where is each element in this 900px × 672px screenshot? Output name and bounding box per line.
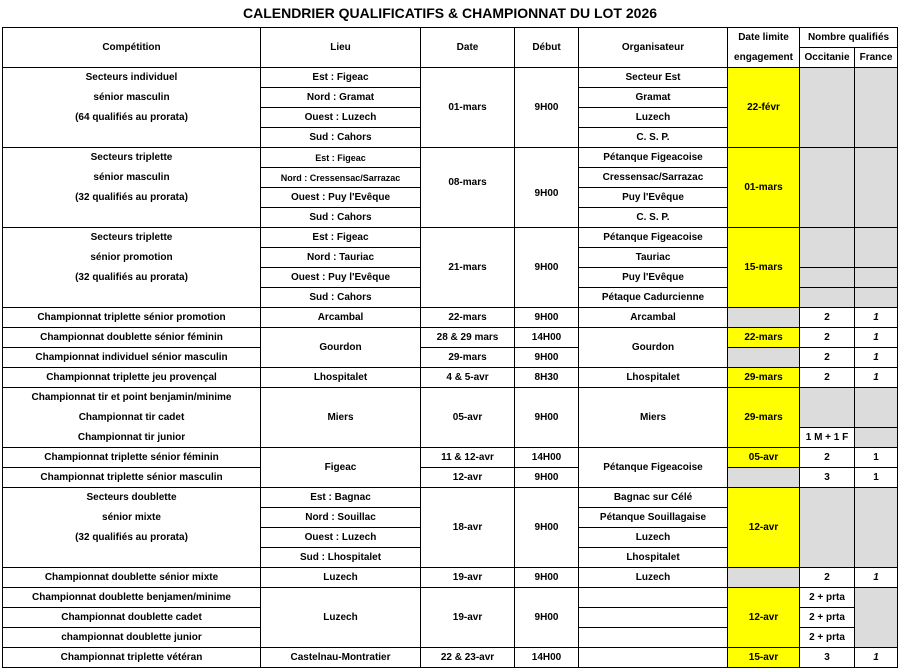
date-cell: 29-mars bbox=[421, 348, 515, 368]
organisateur-cell: Gourdon bbox=[579, 328, 728, 368]
table-row bbox=[3, 68, 898, 88]
france-cell: 1 bbox=[855, 348, 898, 368]
table-row bbox=[3, 568, 898, 588]
debut-cell: 9H00 bbox=[515, 68, 579, 148]
lieu-cell: Sud : Cahors bbox=[261, 288, 421, 308]
organisateur-cell: Pétanque Figeacoise bbox=[579, 448, 728, 488]
lieu-cell: Ouest : Luzech bbox=[261, 528, 421, 548]
header-date-limite: Date limite bbox=[728, 28, 800, 48]
france-cell: 1 bbox=[855, 448, 898, 468]
competition-cell: Championnat tir cadet bbox=[3, 408, 261, 428]
debut-cell: 14H00 bbox=[515, 448, 579, 468]
france-cell: 1 bbox=[855, 468, 898, 488]
occitanie-cell bbox=[800, 488, 855, 568]
france-cell bbox=[855, 428, 898, 448]
date-cell: 12-avr bbox=[421, 468, 515, 488]
page-title: CALENDRIER QUALIFICATIFS & CHAMPIONNAT DU LOT 2026 bbox=[242, 5, 658, 21]
lieu-cell: Est : Figeac bbox=[261, 148, 421, 168]
lieu-cell: Gourdon bbox=[261, 328, 421, 368]
lieu-cell: Ouest : Puy l'Evêque bbox=[261, 188, 421, 208]
occitanie-cell: 2 bbox=[800, 308, 855, 328]
organisateur-cell: Puy l'Evêque bbox=[579, 268, 728, 288]
limite-cell: 12-avr bbox=[728, 488, 800, 568]
competition-cell: Championnat doublette cadet bbox=[3, 608, 261, 628]
limite-cell: 29-mars bbox=[728, 368, 800, 388]
organisateur-cell: Gramat bbox=[579, 88, 728, 108]
occitanie-cell bbox=[800, 148, 855, 228]
organisateur-cell: Secteur Est bbox=[579, 68, 728, 88]
header-lieu: Lieu bbox=[261, 28, 421, 68]
debut-cell: 9H00 bbox=[515, 308, 579, 328]
competition-cell: Championnat doublette sénior féminin bbox=[3, 328, 261, 348]
competition-cell: Championnat triplette sénior masculin bbox=[3, 468, 261, 488]
occitanie-cell bbox=[800, 268, 855, 288]
date-cell bbox=[421, 188, 515, 228]
calendar-table bbox=[2, 27, 898, 668]
debut-cell: 9H00 bbox=[515, 348, 579, 368]
lieu-cell: Sud : Lhospitalet bbox=[261, 548, 421, 568]
lieu-cell: Est : Figeac bbox=[261, 68, 421, 88]
table-row bbox=[3, 588, 898, 608]
organisateur-cell bbox=[579, 648, 728, 668]
limite-cell: 29-mars bbox=[728, 388, 800, 448]
debut-cell: 9H00 bbox=[515, 468, 579, 488]
organisateur-cell: Pétanque Figeacoise bbox=[579, 148, 728, 168]
occitanie-cell: 2 bbox=[800, 328, 855, 348]
lieu-cell: Nord : Tauriac bbox=[261, 248, 421, 268]
occitanie-cell: 2 bbox=[800, 448, 855, 468]
date-cell: 05-avr bbox=[421, 388, 515, 448]
lieu-cell: Miers bbox=[261, 388, 421, 448]
occitanie-cell: 2 + prta bbox=[800, 628, 855, 648]
occitanie-cell: 2 + prta bbox=[800, 608, 855, 628]
header-france: France bbox=[855, 48, 898, 68]
france-cell bbox=[855, 68, 898, 148]
limite-cell: 15-avr bbox=[728, 648, 800, 668]
occitanie-cell: 2 bbox=[800, 348, 855, 368]
organisateur-cell: Puy l'Evêque bbox=[579, 188, 728, 208]
organisateur-cell: Luzech bbox=[579, 568, 728, 588]
lieu-cell: Est : Figeac bbox=[261, 228, 421, 248]
limite-cell: 15-mars bbox=[728, 228, 800, 308]
lieu-cell: Nord : Cressensac/Sarrazac bbox=[261, 168, 421, 188]
france-cell bbox=[855, 268, 898, 288]
competition-cell: championnat doublette junior bbox=[3, 628, 261, 648]
competition-cell: sénior promotion bbox=[3, 248, 261, 268]
occitanie-cell: 2 bbox=[800, 368, 855, 388]
france-cell: 1 bbox=[855, 368, 898, 388]
table-row bbox=[3, 348, 898, 368]
debut-cell: 9H00 bbox=[515, 568, 579, 588]
organisateur-cell: Cressensac/Sarrazac bbox=[579, 168, 728, 188]
organisateur-cell: Tauriac bbox=[579, 248, 728, 268]
date-cell: 22-mars bbox=[421, 308, 515, 328]
header-engagement: engagement bbox=[728, 48, 800, 68]
competition-cell: Secteurs doublette bbox=[3, 488, 261, 508]
date-cell: 4 & 5-avr bbox=[421, 368, 515, 388]
organisateur-cell: C. S. P. bbox=[579, 208, 728, 228]
competition-cell: Secteurs triplette bbox=[3, 148, 261, 168]
competition-cell: (32 qualifiés au prorata) bbox=[3, 188, 261, 208]
table-row bbox=[3, 468, 898, 488]
occitanie-cell bbox=[800, 388, 855, 428]
competition-cell: Championnat triplette sénior promotion bbox=[3, 308, 261, 328]
france-cell: 1 bbox=[855, 648, 898, 668]
debut-cell: 9H00 bbox=[515, 388, 579, 448]
lieu-cell: Ouest : Puy l'Evêque bbox=[261, 268, 421, 288]
france-cell bbox=[855, 288, 898, 308]
france-cell: 1 bbox=[855, 308, 898, 328]
date-cell: 18-avr bbox=[421, 488, 515, 568]
limite-cell bbox=[728, 468, 800, 488]
organisateur-cell: Luzech bbox=[579, 108, 728, 128]
debut-cell: 9H00 bbox=[515, 588, 579, 648]
table-row bbox=[3, 448, 898, 468]
limite-cell bbox=[728, 568, 800, 588]
organisateur-cell bbox=[579, 608, 728, 628]
table-row bbox=[3, 488, 898, 508]
lieu-cell: Ouest : Luzech bbox=[261, 108, 421, 128]
header-date: Date bbox=[421, 28, 515, 68]
competition-cell bbox=[3, 208, 261, 228]
competition-cell: Championnat tir junior bbox=[3, 428, 261, 448]
table-row bbox=[3, 368, 898, 388]
france-cell bbox=[855, 228, 898, 268]
competition-cell: (64 qualifiés au prorata) bbox=[3, 108, 261, 128]
competition-cell: Championnat doublette sénior mixte bbox=[3, 568, 261, 588]
header-occitanie: Occitanie bbox=[800, 48, 855, 68]
debut-cell: 9H00 bbox=[515, 488, 579, 568]
france-cell: 1 bbox=[855, 568, 898, 588]
header-competition: Compétition bbox=[3, 28, 261, 68]
table-row bbox=[3, 228, 898, 248]
competition-cell: (32 qualifiés au prorata) bbox=[3, 268, 261, 288]
limite-cell: 22-mars bbox=[728, 328, 800, 348]
limite-cell bbox=[728, 348, 800, 368]
limite-cell: 01-mars bbox=[728, 148, 800, 228]
competition-cell: (32 qualifiés au prorata) bbox=[3, 528, 261, 548]
competition-cell: Championnat triplette sénior féminin bbox=[3, 448, 261, 468]
limite-cell bbox=[728, 308, 800, 328]
debut-cell: 14H00 bbox=[515, 328, 579, 348]
competition-cell: Championnat individuel sénior masculin bbox=[3, 348, 261, 368]
occitanie-cell bbox=[800, 68, 855, 148]
organisateur-cell: C. S. P. bbox=[579, 128, 728, 148]
organisateur-cell: Pétanque Souillagaise bbox=[579, 508, 728, 528]
organisateur-cell: Miers bbox=[579, 388, 728, 448]
date-cell: 22 & 23-avr bbox=[421, 648, 515, 668]
competition-cell bbox=[3, 288, 261, 308]
organisateur-cell bbox=[579, 628, 728, 648]
lieu-cell: Luzech bbox=[261, 588, 421, 648]
competition-cell: Secteurs individuel bbox=[3, 68, 261, 88]
organisateur-cell: Pétanque Figeacoise bbox=[579, 228, 728, 248]
france-cell bbox=[855, 588, 898, 648]
france-cell bbox=[855, 488, 898, 568]
date-cell: 08-mars bbox=[421, 148, 515, 188]
france-cell bbox=[855, 388, 898, 428]
lieu-cell: Nord : Gramat bbox=[261, 88, 421, 108]
organisateur-cell: Lhospitalet bbox=[579, 368, 728, 388]
lieu-cell: Figeac bbox=[261, 448, 421, 488]
competition-cell: Secteurs triplette bbox=[3, 228, 261, 248]
competition-cell bbox=[3, 548, 261, 568]
competition-cell: sénior masculin bbox=[3, 88, 261, 108]
competition-cell: Championnat doublette benjamen/minime bbox=[3, 588, 261, 608]
occitanie-cell bbox=[800, 288, 855, 308]
organisateur-cell bbox=[579, 588, 728, 608]
limite-cell: 22-févr bbox=[728, 68, 800, 148]
occitanie-cell: 2 bbox=[800, 568, 855, 588]
debut-cell: 14H00 bbox=[515, 648, 579, 668]
competition-cell: sénior mixte bbox=[3, 508, 261, 528]
limite-cell: 05-avr bbox=[728, 448, 800, 468]
organisateur-cell: Lhospitalet bbox=[579, 548, 728, 568]
lieu-cell: Sud : Cahors bbox=[261, 128, 421, 148]
organisateur-cell: Luzech bbox=[579, 528, 728, 548]
header-debut: Début bbox=[515, 28, 579, 68]
table-row bbox=[3, 648, 898, 668]
competition-cell: sénior masculin bbox=[3, 168, 261, 188]
lieu-cell: Est : Bagnac bbox=[261, 488, 421, 508]
date-cell: 19-avr bbox=[421, 568, 515, 588]
limite-cell: 12-avr bbox=[728, 588, 800, 648]
organisateur-cell: Pétaque Cadurcienne bbox=[579, 288, 728, 308]
occitanie-cell bbox=[800, 228, 855, 268]
competition-cell: Championnat triplette jeu provençal bbox=[3, 368, 261, 388]
table-row bbox=[3, 148, 898, 168]
date-cell: 28 & 29 mars bbox=[421, 328, 515, 348]
date-cell: 19-avr bbox=[421, 588, 515, 648]
lieu-cell: Castelnau-Montratier bbox=[261, 648, 421, 668]
organisateur-cell: Arcambal bbox=[579, 308, 728, 328]
france-cell: 1 bbox=[855, 328, 898, 348]
organisateur-cell: Bagnac sur Célé bbox=[579, 488, 728, 508]
competition-cell: Championnat tir et point benjamin/minime bbox=[3, 388, 261, 408]
date-cell: 11 & 12-avr bbox=[421, 448, 515, 468]
occitanie-cell: 3 bbox=[800, 468, 855, 488]
france-cell bbox=[855, 148, 898, 228]
header-row-1 bbox=[3, 28, 898, 48]
occitanie-cell: 3 bbox=[800, 648, 855, 668]
debut-cell bbox=[515, 148, 579, 188]
debut-cell: 9H00 bbox=[515, 228, 579, 308]
lieu-cell: Sud : Cahors bbox=[261, 208, 421, 228]
competition-cell: Championnat triplette vétéran bbox=[3, 648, 261, 668]
table-row bbox=[3, 308, 898, 328]
debut-cell: 8H30 bbox=[515, 368, 579, 388]
date-cell: 01-mars bbox=[421, 68, 515, 148]
header-nombre-qualifies: Nombre qualifiés bbox=[800, 28, 898, 48]
table-row bbox=[3, 388, 898, 408]
competition-cell bbox=[3, 128, 261, 148]
debut-cell: 9H00 bbox=[515, 188, 579, 228]
lieu-cell: Arcambal bbox=[261, 308, 421, 328]
lieu-cell: Luzech bbox=[261, 568, 421, 588]
occitanie-cell: 1 M + 1 F bbox=[800, 428, 855, 448]
date-cell: 21-mars bbox=[421, 228, 515, 308]
header-organisateur: Organisateur bbox=[579, 28, 728, 68]
lieu-cell: Nord : Souillac bbox=[261, 508, 421, 528]
occitanie-cell: 2 + prta bbox=[800, 588, 855, 608]
table-row bbox=[3, 328, 898, 348]
lieu-cell: Lhospitalet bbox=[261, 368, 421, 388]
